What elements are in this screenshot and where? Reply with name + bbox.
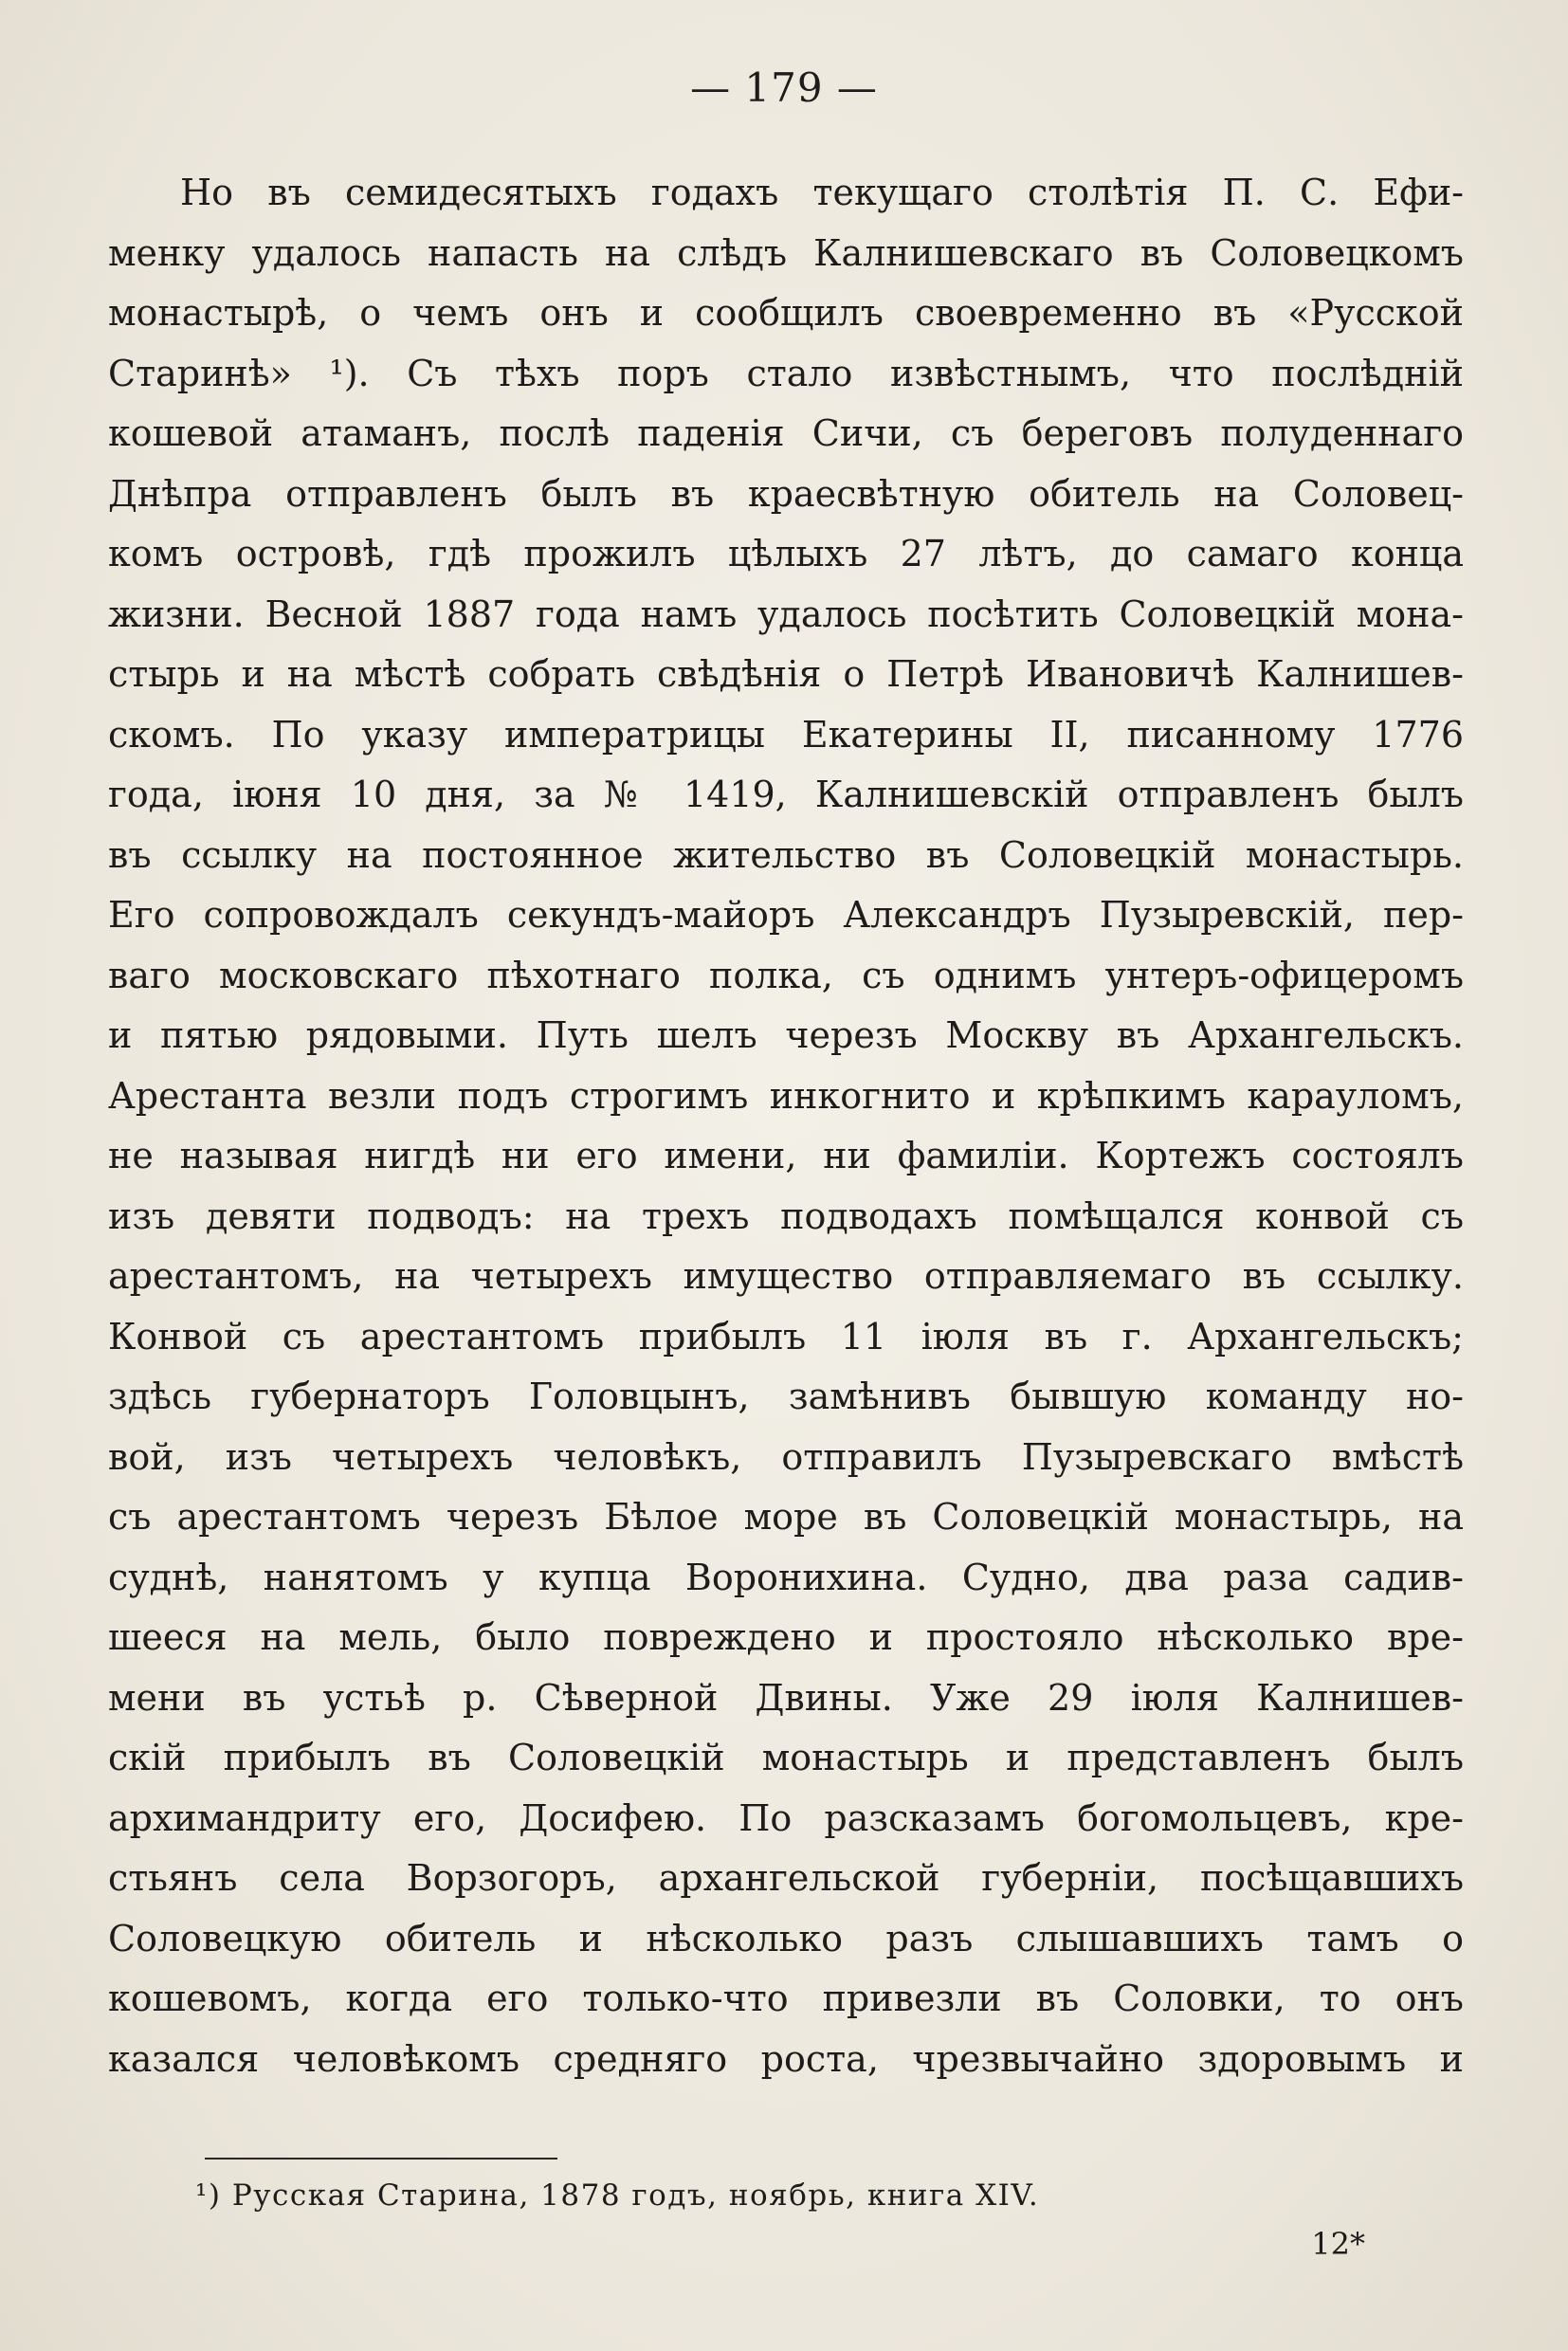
text-line: ваго московскаго пѣхотнаго полка, съ однимъ унтеръ-офицеромъ bbox=[108, 954, 1464, 996]
text-line: здѣсь губернаторъ Головцынъ, замѣнивъ бывшую команду но- bbox=[108, 1376, 1464, 1417]
text-line: Его сопровождалъ секундъ-майоръ Александръ Пузыревскій, пер- bbox=[108, 894, 1464, 936]
text-line: арестантомъ, на четырехъ имущество отправляемаго въ ссылку. bbox=[108, 1255, 1464, 1297]
body-text bbox=[108, 163, 1464, 2089]
text-line: Конвой съ арестантомъ прибылъ 11 іюля въ г. Архангельскъ; bbox=[108, 1315, 1464, 1358]
text-line: Арестанта везли подъ строгимъ инкогнито и крѣпкимъ карауломъ, bbox=[108, 1074, 1464, 1117]
page-number: — 179 — bbox=[690, 64, 878, 111]
text-line: казался человѣкомъ средняго роста, чрезвычайно здоровымъ и bbox=[108, 2037, 1464, 2080]
text-line: вой, изъ четырехъ человѣкъ, отправилъ Пузыревскаго вмѣстѣ bbox=[108, 1435, 1464, 1478]
text-line: скій прибылъ въ Соловецкій монастырь и представленъ былъ bbox=[108, 1737, 1464, 1778]
text-line: шееся на мель, было повреждено и простояло нѣсколько вре- bbox=[108, 1616, 1464, 1658]
text-line: стырь и на мѣстѣ собрать свѣдѣнія о Петрѣ Ивановичѣ Калнишев- bbox=[108, 653, 1464, 695]
text-line: изъ девяти подводъ: на трехъ подводахъ помѣщался конвой съ bbox=[108, 1194, 1464, 1237]
text-line: менку удалось напасть на слѣдъ Калнишевскаго въ Соловецкомъ bbox=[108, 231, 1464, 274]
signature-mark: 12* bbox=[1311, 2226, 1365, 2262]
footnote: ¹) Русская Старина, 1878 годъ, ноябрь, книга XIV. bbox=[195, 2178, 1040, 2213]
text-line: жизни. Весной 1887 года намъ удалось посѣтить Соловецкій мона- bbox=[108, 592, 1464, 635]
text-line: монастырѣ, о чемъ онъ и сообщилъ своевременно въ «Русской bbox=[108, 292, 1464, 334]
text-line: Старинѣ» ¹). Съ тѣхъ поръ стало извѣстнымъ, что послѣдній bbox=[108, 352, 1464, 394]
text-line: съ арестантомъ черезъ Бѣлое море въ Соловецкій монастырь, на bbox=[108, 1496, 1464, 1538]
footnote-divider bbox=[205, 2158, 557, 2160]
text-line: года, іюня 10 дня, за № 1419, Калнишевскій отправленъ былъ bbox=[108, 774, 1464, 815]
text-line: комъ островѣ, гдѣ прожилъ цѣлыхъ 27 лѣтъ, до самаго конца bbox=[108, 533, 1464, 574]
text-line: Соловецкую обитель и нѣсколько разъ слышавшихъ тамъ о bbox=[108, 1917, 1464, 1959]
text-line: Днѣпра отправленъ былъ въ краесвѣтную обитель на Соловец- bbox=[108, 472, 1464, 515]
text-line: скомъ. По указу императрицы Екатерины II, писанному 1776 bbox=[108, 713, 1464, 756]
text-line: стьянъ села Ворзогоръ, архангельской губерніи, посѣщавшихъ bbox=[108, 1857, 1464, 1899]
text-line: кошевомъ, когда его только-что привезли въ Соловки, то онъ bbox=[108, 1977, 1464, 2019]
text-line: Но въ семидесятыхъ годахъ текущаго столѣтія П. С. Ефи- bbox=[180, 172, 1464, 213]
text-line: въ ссылку на постоянное жительство въ Соловецкій монастырь. bbox=[108, 833, 1464, 876]
text-line: суднѣ, нанятомъ у купца Воронихина. Судно, два раза садив- bbox=[108, 1556, 1464, 1598]
text-line: кошевой атаманъ, послѣ паденія Сичи, съ береговъ полуденнаго bbox=[108, 412, 1464, 454]
text-line: мени въ устьѣ р. Сѣверной Двины. Уже 29 іюля Калнишев- bbox=[108, 1676, 1464, 1719]
text-line: и пятью рядовыми. Путь шелъ черезъ Москву въ Архангельскъ. bbox=[108, 1014, 1464, 1056]
text-line: архимандриту его, Досифею. По разсказамъ богомольцевъ, кре- bbox=[108, 1796, 1464, 1839]
text-line: не называя нигдѣ ни его имени, ни фамиліи. Кортежъ состоялъ bbox=[108, 1135, 1464, 1176]
